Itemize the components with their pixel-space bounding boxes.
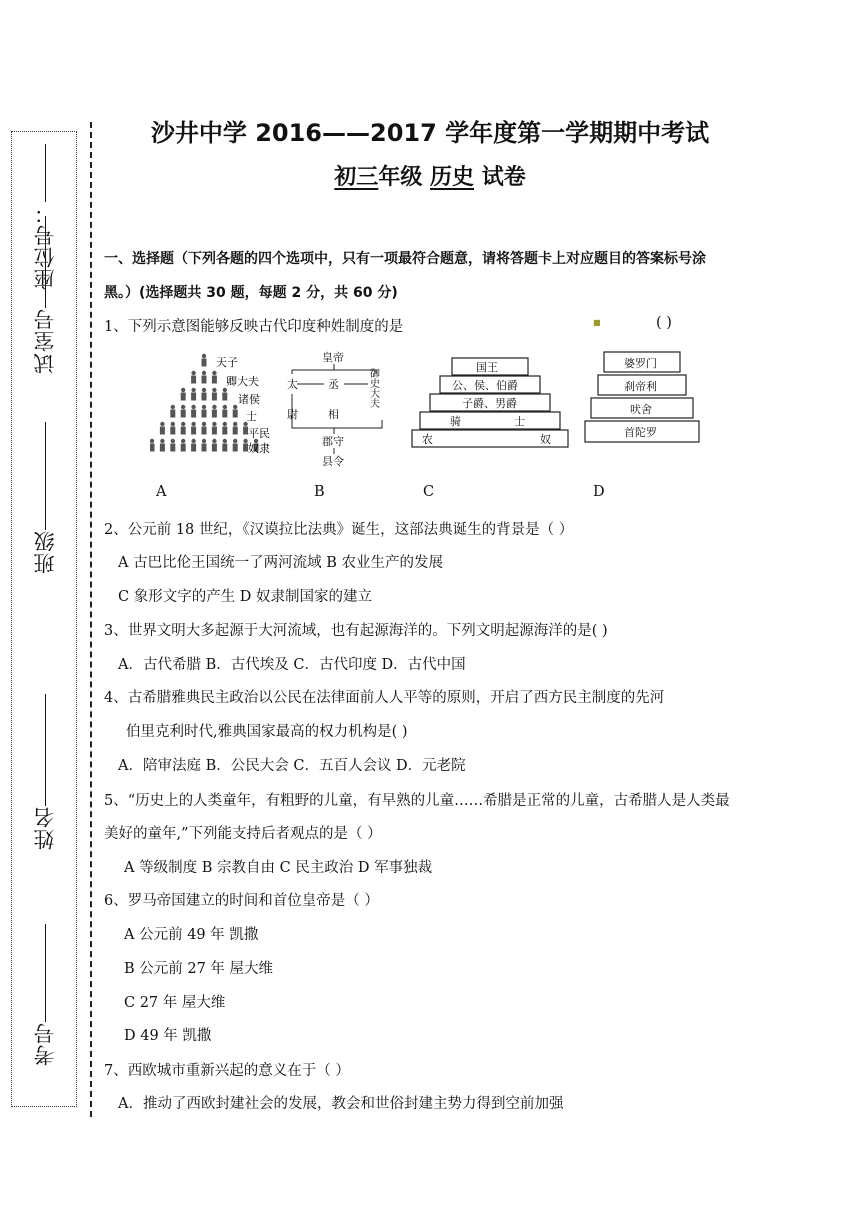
seat-number-label: 座位号： [33, 202, 57, 290]
person-head [181, 439, 185, 443]
q4-options: A．陪审法庭 B．公民大会 C．五百人会议 D．元老院 [118, 758, 466, 774]
q1-letter-d: D [593, 484, 605, 500]
person-body [212, 427, 217, 435]
person-body [222, 427, 227, 435]
person-body [202, 427, 207, 435]
person-body [202, 444, 207, 452]
fig-a-label-3: 士 [246, 410, 257, 423]
person-body [191, 393, 196, 401]
person-head [160, 439, 164, 443]
fig-c-knight-1: 骑 [450, 415, 461, 428]
person-body [202, 359, 207, 367]
person-body [170, 427, 175, 435]
person-body [222, 410, 227, 418]
q6-option-c: C 27 年 屋大维 [124, 995, 226, 1011]
fig-b-left-2: 尉 [287, 408, 298, 421]
fig-c-serf-1: 农 [422, 433, 433, 446]
person-head [223, 388, 227, 392]
fig-a-label-1: 卿大夫 [226, 375, 259, 388]
q6-option-d: D 49 年 凯撒 [124, 1028, 212, 1044]
fig-b-mid-2: 相 [328, 408, 339, 421]
room-number-line [45, 216, 46, 308]
class-label: 班级 [33, 530, 57, 574]
person-body [150, 444, 155, 452]
q2-options-row1: A 古巴比伦王国统一了两河流域 B 农业生产的发展 [118, 555, 443, 571]
person-body [202, 410, 207, 418]
person-head [181, 388, 185, 392]
q2-stem: 2、公元前 18 世纪，《汉谟拉比法典》诞生，这部法典诞生的背景是（ ） [104, 522, 574, 538]
q4-stem: 4、古希腊雅典民主政治以公民在法律面前人人平等的原则，开启了西方民主制度的先河 [104, 690, 665, 706]
person-head [181, 422, 185, 426]
exam-number-line [45, 924, 46, 1022]
person-body [212, 444, 217, 452]
person-head [202, 439, 206, 443]
exam-number-label: 考号 [33, 1022, 57, 1066]
q1-letter-b: B [314, 484, 325, 500]
person-head [233, 405, 237, 409]
person-head [202, 422, 206, 426]
stray-dot: ■ [593, 318, 601, 327]
class-line [45, 422, 46, 530]
q6-option-b: B 公元前 27 年 屋大维 [124, 961, 274, 977]
person-head [202, 388, 206, 392]
person-head [212, 439, 216, 443]
q3-options: A．古代希腊 B．古代埃及 C．古代印度 D．古代中国 [118, 657, 466, 673]
person-head [202, 405, 206, 409]
person-head [212, 405, 216, 409]
person-head [233, 439, 237, 443]
exam-number-field[interactable] [20, 920, 70, 1066]
exam-title: 沙井中学 2016——2017 学年度第一学期期中考试 [150, 119, 710, 147]
q6-stem: 6、罗马帝国建立的时间和首位皇帝是（ ） [104, 893, 379, 909]
person-head [181, 405, 185, 409]
q1-answer-paren[interactable]: ( ) [656, 315, 672, 331]
room-number-label: 试室号 [33, 308, 57, 374]
person-body [181, 444, 186, 452]
person-head [191, 439, 195, 443]
q5-stem: 5、“历史上的人类童年，有粗野的儿童，有早熟的儿童……希腊是正常的儿童，古希腊人是人类最 [104, 793, 730, 809]
q3-stem: 3、世界文明大多起源于大河流域，也有起源海洋的。下列文明起源海洋的是( ) [104, 623, 608, 639]
person-body [202, 393, 207, 401]
person-body [181, 427, 186, 435]
cut-line [90, 122, 92, 1117]
section-heading-line2: 黑。）(选择题共 30 题，每题 2 分，共 60 分) [104, 285, 398, 301]
fig-d-kshatriya: 刹帝利 [624, 380, 657, 393]
fig-b-top: 皇帝 [322, 351, 344, 364]
person-body [222, 393, 227, 401]
person-body [170, 444, 175, 452]
q1-figure-b [284, 348, 394, 477]
person-body [222, 444, 227, 452]
person-head [212, 388, 216, 392]
person-head [191, 388, 195, 392]
person-head [191, 405, 195, 409]
person-head [191, 371, 195, 375]
class-field[interactable] [20, 418, 70, 574]
person-head [223, 405, 227, 409]
grade-suffix: 年级 [378, 165, 423, 190]
person-body [181, 410, 186, 418]
fig-d-vaishya: 吠舍 [630, 403, 652, 416]
person-body [212, 376, 217, 384]
fig-d-shudra: 首陀罗 [624, 426, 657, 439]
fig-a-label-2: 诸侯 [238, 393, 260, 406]
fig-c-lesser-nobles: 子爵、男爵 [462, 397, 517, 410]
name-field[interactable] [20, 690, 70, 850]
person-body [202, 376, 207, 384]
person-body [191, 376, 196, 384]
q1-figure-a [150, 348, 280, 470]
fig-c-knight-2: 士 [514, 415, 525, 428]
person-head [171, 439, 175, 443]
person-body [233, 444, 238, 452]
q1-letter-a: A [156, 484, 167, 500]
q1-stem: 1、下列示意图能够反映古代印度种姓制度的是 [104, 319, 404, 335]
q5-stem2: 美好的童年,”下列能支持后者观点的是（ ） [104, 826, 382, 842]
person-head [223, 439, 227, 443]
fig-b-bottom-1: 郡守 [322, 435, 344, 448]
person-head [212, 422, 216, 426]
person-body [233, 410, 238, 418]
q1-letter-c: C [423, 484, 435, 500]
person-body [191, 444, 196, 452]
name-line [45, 694, 46, 806]
person-head [202, 371, 206, 375]
fig-b-bottom-2: 县令 [322, 455, 344, 468]
subject-value: 历史 [430, 165, 475, 190]
q1-figure-c [410, 348, 570, 452]
person-body [212, 410, 217, 418]
person-body [191, 410, 196, 418]
person-head [160, 422, 164, 426]
person-body [233, 427, 238, 435]
q4-stem2: 伯里克利时代,雅典国家最高的权力机构是( ) [126, 724, 408, 740]
person-head [150, 439, 154, 443]
section-heading-line1: 一、选择题（下列各题的四个选项中，只有一项最符合题意，请将答题卡上对应题目的答案标号涂 [104, 251, 706, 267]
grade-value: 初三 [334, 165, 379, 190]
person-head [171, 405, 175, 409]
person-body [170, 410, 175, 418]
fig-c-king: 国王 [476, 361, 498, 374]
paper-subtitle [0, 160, 860, 191]
q2-options-row2: C 象形文字的产生 D 奴隶制国家的建立 [118, 589, 373, 605]
q6-option-a: A 公元前 49 年 凯撒 [124, 927, 259, 943]
name-label: 姓名 [33, 806, 57, 850]
q7-stem: 7、西欧城市重新兴起的意义在于（ ） [104, 1063, 350, 1079]
person-body [191, 427, 196, 435]
person-head [191, 422, 195, 426]
person-body [160, 427, 165, 435]
person-head [212, 371, 216, 375]
person-head [202, 354, 206, 358]
fig-c-serf-2: 奴 [540, 433, 551, 446]
room-number-field[interactable] [20, 212, 70, 374]
q5-options: A 等级制度 B 宗教自由 C 民主政治 D 军事独裁 [124, 860, 433, 876]
paper-word: 试卷 [481, 165, 526, 190]
fig-a-label-0: 天子 [216, 356, 238, 369]
q7-option-a: A．推动了西欧封建社会的发展，教会和世俗封建主势力得到空前加强 [118, 1096, 564, 1112]
fig-c-nobles: 公、侯、伯爵 [452, 379, 518, 392]
person-head [171, 422, 175, 426]
fig-a-label-5: 奴隶 [248, 442, 270, 455]
person-body [160, 444, 165, 452]
fig-a-label-4: 平民 [248, 427, 270, 440]
person-body [212, 393, 217, 401]
person-head [233, 422, 237, 426]
fig-b-right: 御史大夫 [367, 368, 379, 408]
q1-figure-d [584, 350, 704, 454]
fig-b-left-1: 太 [287, 378, 298, 391]
person-head [223, 422, 227, 426]
person-body [181, 393, 186, 401]
fig-b-mid-1: 丞 [328, 378, 339, 391]
fig-d-brahmin: 婆罗门 [624, 357, 657, 370]
